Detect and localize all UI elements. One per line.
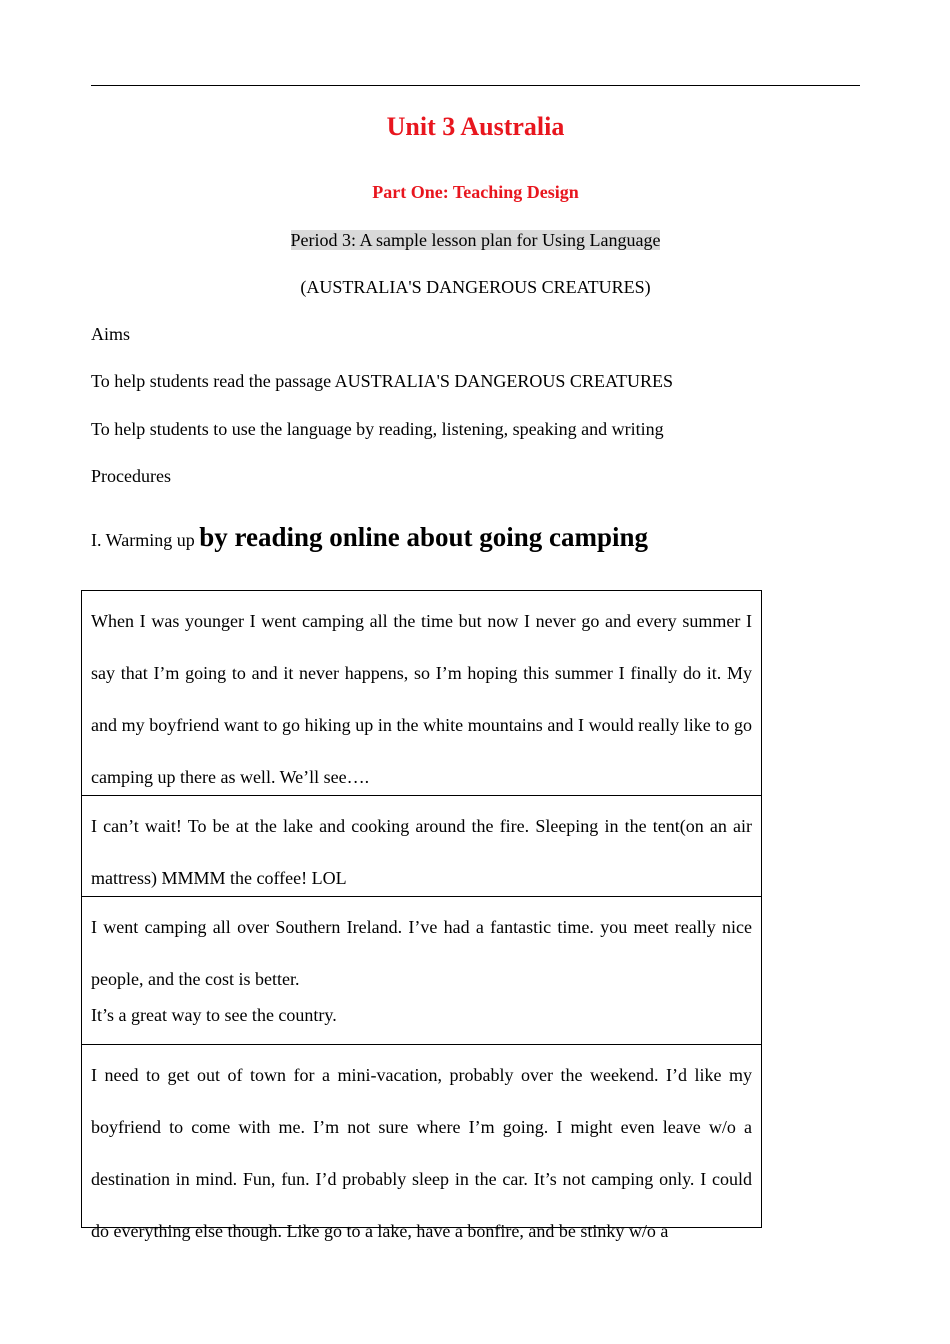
period-heading xyxy=(91,228,860,252)
table-row xyxy=(82,796,761,897)
aim-item-2: To help students to use the language by reading, listening, speaking and writing xyxy=(91,419,664,439)
comment-text: I can’t wait! To be at the lake and cooking around the fire. Sleeping in the tent(on an air mattress) MMMM the coffee! LOL xyxy=(91,816,752,888)
warming-up-topic: by reading online about going camping xyxy=(199,522,649,552)
comment-text: I need to get out of town for a mini-vacation, probably over the weekend. I’d like my boyfriend to come with me. I’m not sure where I’m going. I might even leave w/o a destination in mind. Fun, fun. I’d probably sleep in the car. It’s not camping only. I could do everything else though. Like go to a lake, have a bonfire, and be stinky w/o a xyxy=(91,1065,752,1241)
page-title: Unit 3 Australia xyxy=(386,112,565,141)
topic-heading: (AUSTRALIA'S DANGEROUS CREATURES) xyxy=(300,277,651,297)
aims-heading: Aims xyxy=(91,324,131,344)
procedures-heading: Procedures xyxy=(91,466,171,486)
table-row xyxy=(82,591,761,796)
warming-up-prefix: I. Warming up xyxy=(91,530,200,550)
table-row xyxy=(82,897,761,1045)
comment-text: It’s a great way to see the country. xyxy=(91,1005,337,1025)
section-subtitle: Part One: Teaching Design xyxy=(372,182,579,202)
period-text: Period 3: A sample lesson plan for Using Language xyxy=(290,230,661,250)
comment-text: When I was younger I went camping all the time but now I never go and every summer I say that I’m going to and it never happens, so I’m hoping this summer I finally do it. My and my boyfriend want to go hiking up in the white mountains and I would really like to go camping up there as well. We’ll see…. xyxy=(91,611,752,787)
header-rule xyxy=(91,85,860,86)
aim-item-1: To help students read the passage AUSTRALIA'S DANGEROUS CREATURES xyxy=(91,371,673,391)
camping-comments-table xyxy=(81,590,762,1241)
warming-up-heading xyxy=(91,518,860,559)
table-row xyxy=(82,1045,761,1241)
comment-text: I went camping all over Southern Ireland. I’ve had a fantastic time. you meet really nice people, and the cost is better. xyxy=(91,917,752,989)
